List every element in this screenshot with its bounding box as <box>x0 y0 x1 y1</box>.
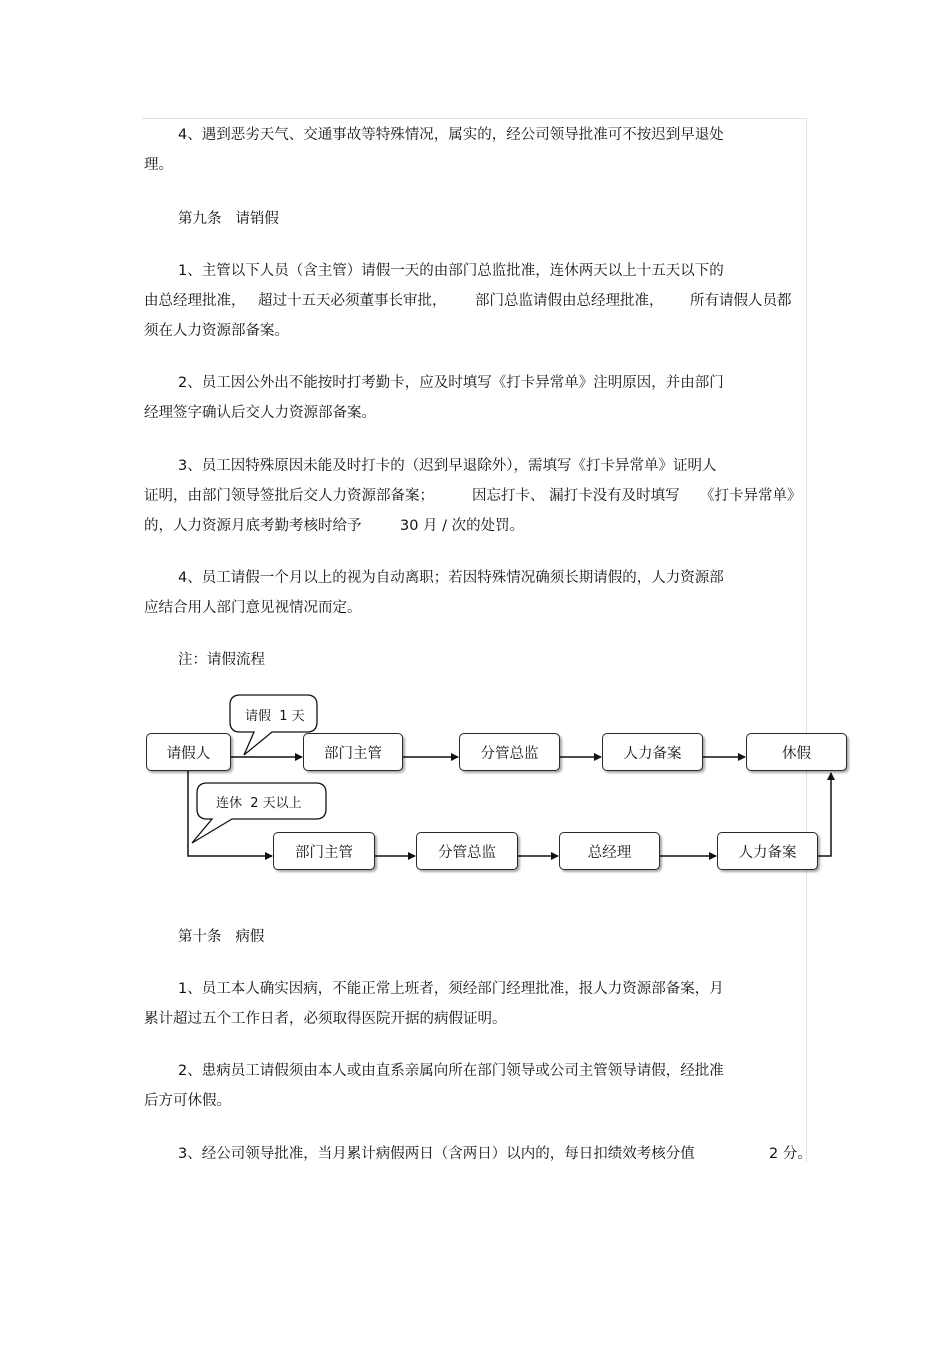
clause-10-item-2-line-1: 2、患病员工请假须由本人或由直系亲属向所在部门领导或公司主管领导请假，经批准 <box>178 1063 724 1079</box>
clause-9-item-3-line-3a: 的，人力资源月底考勤考核时给予 <box>144 518 362 534</box>
flow-box-r2-hr-filing: 人力备案 <box>717 832 818 870</box>
clause-9-item-3-line-2a: 证明，由部门领导签批后交人力资源部备案； <box>144 488 434 504</box>
clause-9-item-1-line-2a: 由总经理批准， <box>144 293 246 309</box>
callout-long-text: 连休 2 天以上 <box>216 796 302 811</box>
clause-9-item-3-line-2c: 《打卡异常单》 <box>700 488 802 504</box>
flow-box-r2-general-manager: 总经理 <box>559 832 660 870</box>
clause-10-item-1-line-2: 累计超过五个工作日者，必须取得医院开据的病假证明。 <box>144 1011 507 1027</box>
clause-9-item-3-line-1: 3、员工因特殊原因未能及时打卡的（迟到早退除外），需填写《打卡异常单》证明人 <box>178 458 717 474</box>
clause-10-item-1-line-1: 1、员工本人确实因病，不能正常上班者，须经部门经理批准，报人力资源部备案，月 <box>178 981 724 997</box>
arrow-r2-hr-to-leave <box>818 773 831 856</box>
clause-10-item-3-line-1b: 2 分。 <box>769 1146 812 1162</box>
clause-9-item-3-line-3b: 30 月 / 次的处罚。 <box>400 518 525 534</box>
clause-9-item-1-line-2d: 所有请假人员都 <box>690 293 792 309</box>
clause-9-item-1-line-2b: 超过十五天必须董事长审批， <box>258 293 447 309</box>
clause-9-item-4-line-2: 应结合用人部门意见视情况而定。 <box>144 600 362 616</box>
clause-9-item-3-line-2b: 因忘打卡、 漏打卡没有及时填写 <box>472 488 680 504</box>
clause-8-item-4-line-2: 理。 <box>144 157 173 173</box>
clause-9-heading: 第九条 请销假 <box>178 211 279 227</box>
flow-box-r1-hr-filing: 人力备案 <box>602 733 703 771</box>
clause-9-item-1-line-1: 1、主管以下人员（含主管）请假一天的由部门总监批准，连休两天以上十五天以下的 <box>178 263 724 279</box>
flow-box-r1-dept-manager: 部门主管 <box>303 733 403 771</box>
clause-8-item-4-line-1: 4、遇到恶劣天气、交通事故等特殊情况，属实的，经公司领导批准可不按迟到早退处 <box>178 127 724 143</box>
clause-9-item-4-line-1: 4、员工请假一个月以上的视为自动离职；若因特殊情况确须长期请假的，人力资源部 <box>178 570 724 586</box>
clause-10-heading: 第十条 病假 <box>178 929 265 945</box>
clause-9-item-2-line-2: 经理签字确认后交人力资源部备案。 <box>144 405 376 421</box>
flow-box-r2-dept-manager: 部门主管 <box>273 832 375 870</box>
clause-9-item-1-line-2c: 部门总监请假由总经理批准， <box>475 293 664 309</box>
clause-9-item-1-line-3: 须在人力资源部备案。 <box>144 323 289 339</box>
flow-note-heading: 注：请假流程 <box>178 652 265 668</box>
clause-9-item-2-line-1: 2、员工因公外出不能按时打考勤卡，应及时填写《打卡异常单》注明原因，并由部门 <box>178 375 724 391</box>
flow-box-applicant: 请假人 <box>146 733 231 771</box>
flow-box-r2-division-director: 分管总监 <box>416 832 518 870</box>
flow-box-r1-division-director: 分管总监 <box>459 733 560 771</box>
flow-box-r1-take-leave: 休假 <box>746 733 847 771</box>
clause-10-item-3-line-1a: 3、经公司领导批准，当月累计病假两日（含两日）以内的，每日扣绩效考核分值 <box>178 1146 695 1162</box>
callout-short-text: 请假 1 天 <box>245 709 305 724</box>
clause-10-item-2-line-2: 后方可休假。 <box>144 1093 231 1109</box>
